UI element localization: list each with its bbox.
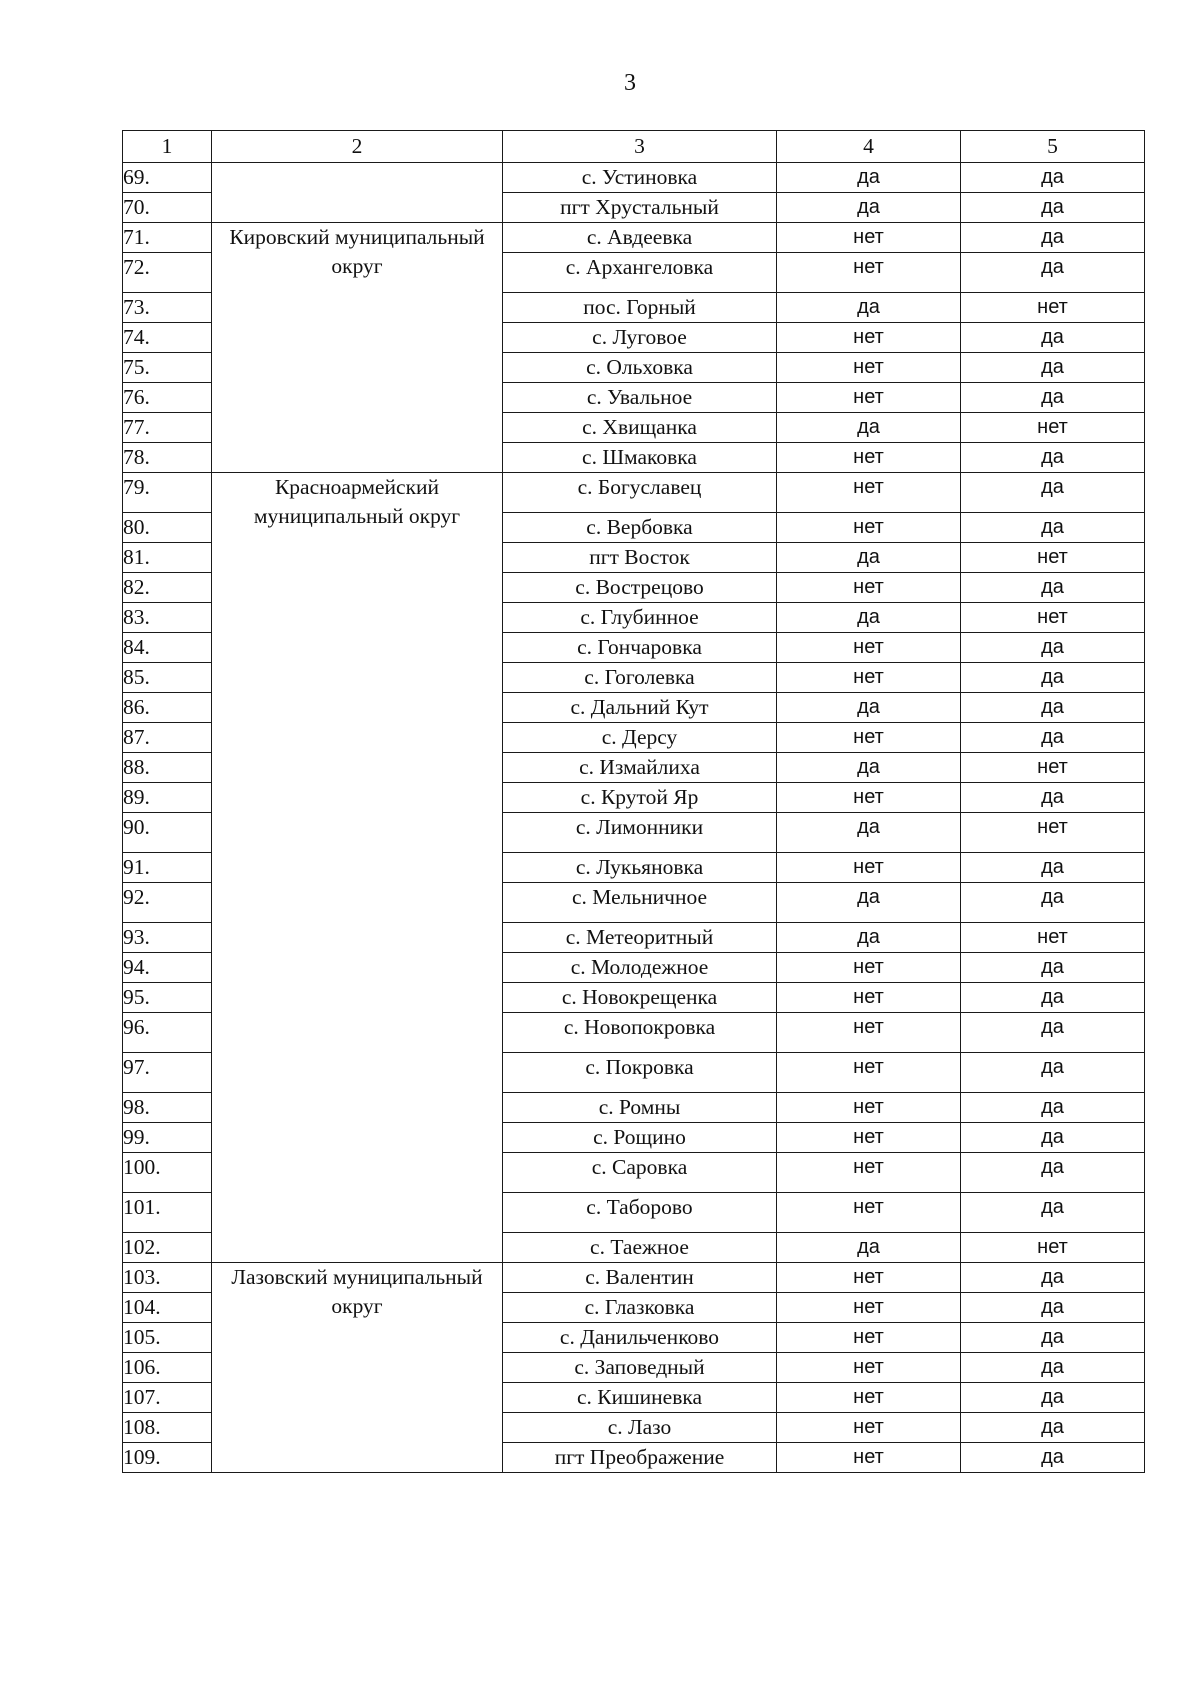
- table-header: [123, 131, 1145, 163]
- table-row: [123, 1263, 1145, 1293]
- row-number-cell: 100.: [123, 1153, 212, 1193]
- settlement-cell: с. Новопокровка: [503, 1013, 777, 1053]
- settlement-cell: с. Таборово: [503, 1193, 777, 1233]
- settlement-cell: с. Лазо: [503, 1413, 777, 1443]
- settlement-cell: с. Данильченково: [503, 1323, 777, 1353]
- column-4-value-cell: да: [777, 923, 961, 953]
- column-4-value-cell: да: [777, 813, 961, 853]
- settlement-cell: с. Ромны: [503, 1093, 777, 1123]
- settlements-table: [122, 130, 1145, 1473]
- column-5-value-cell: да: [961, 1093, 1145, 1123]
- settlement-cell: с. Лимонники: [503, 813, 777, 853]
- row-number-cell: 102.: [123, 1233, 212, 1263]
- row-number-cell: 94.: [123, 953, 212, 983]
- column-5-value-cell: да: [961, 1153, 1145, 1193]
- column-5-value-cell: нет: [961, 923, 1145, 953]
- settlement-cell: с. Новокрещенка: [503, 983, 777, 1013]
- row-number-cell: 83.: [123, 603, 212, 633]
- table-row: [123, 473, 1145, 513]
- row-number-cell: 79.: [123, 473, 212, 513]
- row-number-cell: 96.: [123, 1013, 212, 1053]
- column-4-value-cell: да: [777, 163, 961, 193]
- settlement-cell: с. Глазковка: [503, 1293, 777, 1323]
- column-4-value-cell: нет: [777, 223, 961, 253]
- settlement-cell: с. Богуславец: [503, 473, 777, 513]
- row-number-cell: 98.: [123, 1093, 212, 1123]
- settlement-cell: пос. Горный: [503, 293, 777, 323]
- column-5-value-cell: да: [961, 1123, 1145, 1153]
- column-header-2: 2: [212, 131, 503, 163]
- row-number-cell: 104.: [123, 1293, 212, 1323]
- column-4-value-cell: нет: [777, 443, 961, 473]
- row-number-cell: 101.: [123, 1193, 212, 1233]
- column-5-value-cell: да: [961, 663, 1145, 693]
- column-4-value-cell: нет: [777, 573, 961, 603]
- row-number-cell: 75.: [123, 353, 212, 383]
- column-5-value-cell: да: [961, 1293, 1145, 1323]
- column-5-value-cell: да: [961, 323, 1145, 353]
- row-number-cell: 78.: [123, 443, 212, 473]
- column-5-value-cell: да: [961, 693, 1145, 723]
- column-5-value-cell: да: [961, 223, 1145, 253]
- settlement-cell: с. Гоголевка: [503, 663, 777, 693]
- row-number-cell: 108.: [123, 1413, 212, 1443]
- column-4-value-cell: нет: [777, 1443, 961, 1473]
- column-5-value-cell: нет: [961, 543, 1145, 573]
- row-number-cell: 80.: [123, 513, 212, 543]
- row-number-cell: 82.: [123, 573, 212, 603]
- column-5-value-cell: да: [961, 193, 1145, 223]
- column-5-value-cell: да: [961, 1053, 1145, 1093]
- row-number-cell: 93.: [123, 923, 212, 953]
- row-number-cell: 74.: [123, 323, 212, 353]
- settlement-cell: с. Ольховка: [503, 353, 777, 383]
- district-cell: Лазовский муниципальный округ: [212, 1263, 503, 1473]
- row-number-cell: 106.: [123, 1353, 212, 1383]
- row-number-cell: 90.: [123, 813, 212, 853]
- settlement-cell: с. Молодежное: [503, 953, 777, 983]
- column-4-value-cell: нет: [777, 383, 961, 413]
- settlement-cell: пгт Хрустальный: [503, 193, 777, 223]
- column-5-value-cell: да: [961, 1193, 1145, 1233]
- column-4-value-cell: нет: [777, 633, 961, 663]
- column-header-4: 4: [777, 131, 961, 163]
- settlement-cell: с. Устиновка: [503, 163, 777, 193]
- column-5-value-cell: да: [961, 253, 1145, 293]
- row-number-cell: 76.: [123, 383, 212, 413]
- column-4-value-cell: нет: [777, 1323, 961, 1353]
- row-number-cell: 84.: [123, 633, 212, 663]
- settlement-cell: с. Мельничное: [503, 883, 777, 923]
- column-header-1: 1: [123, 131, 212, 163]
- column-4-value-cell: нет: [777, 1263, 961, 1293]
- settlement-cell: с. Заповедный: [503, 1353, 777, 1383]
- settlement-cell: с. Кишиневка: [503, 1383, 777, 1413]
- column-4-value-cell: да: [777, 193, 961, 223]
- column-5-value-cell: да: [961, 633, 1145, 663]
- row-number-cell: 103.: [123, 1263, 212, 1293]
- column-5-value-cell: да: [961, 723, 1145, 753]
- settlement-cell: с. Архангеловка: [503, 253, 777, 293]
- column-4-value-cell: нет: [777, 853, 961, 883]
- column-4-value-cell: нет: [777, 1093, 961, 1123]
- settlement-cell: с. Таежное: [503, 1233, 777, 1263]
- row-number-cell: 86.: [123, 693, 212, 723]
- table-row: [123, 163, 1145, 193]
- column-5-value-cell: да: [961, 473, 1145, 513]
- settlement-cell: с. Саровка: [503, 1153, 777, 1193]
- column-5-value-cell: да: [961, 1263, 1145, 1293]
- district-cell: Кировский муниципальный округ: [212, 223, 503, 473]
- column-5-value-cell: да: [961, 573, 1145, 603]
- column-4-value-cell: нет: [777, 783, 961, 813]
- settlement-cell: с. Дальний Кут: [503, 693, 777, 723]
- row-number-cell: 97.: [123, 1053, 212, 1093]
- column-5-value-cell: да: [961, 1413, 1145, 1443]
- column-5-value-cell: да: [961, 513, 1145, 543]
- column-5-value-cell: да: [961, 1013, 1145, 1053]
- column-4-value-cell: нет: [777, 663, 961, 693]
- settlement-cell: с. Рощино: [503, 1123, 777, 1153]
- settlement-cell: с. Увальное: [503, 383, 777, 413]
- column-4-value-cell: нет: [777, 1383, 961, 1413]
- column-5-value-cell: да: [961, 443, 1145, 473]
- row-number-cell: 87.: [123, 723, 212, 753]
- settlement-cell: с. Валентин: [503, 1263, 777, 1293]
- column-5-value-cell: да: [961, 783, 1145, 813]
- settlement-cell: с. Дерсу: [503, 723, 777, 753]
- column-4-value-cell: нет: [777, 473, 961, 513]
- settlement-cell: с. Шмаковка: [503, 443, 777, 473]
- column-5-value-cell: да: [961, 163, 1145, 193]
- settlement-cell: с. Метеоритный: [503, 923, 777, 953]
- row-number-cell: 85.: [123, 663, 212, 693]
- row-number-cell: 89.: [123, 783, 212, 813]
- column-4-value-cell: да: [777, 603, 961, 633]
- row-number-cell: 73.: [123, 293, 212, 323]
- column-4-value-cell: нет: [777, 1293, 961, 1323]
- column-4-value-cell: да: [777, 753, 961, 783]
- column-4-value-cell: нет: [777, 1353, 961, 1383]
- settlement-cell: с. Луговое: [503, 323, 777, 353]
- row-number-cell: 107.: [123, 1383, 212, 1413]
- settlement-cell: с. Вербовка: [503, 513, 777, 543]
- settlement-cell: с. Вострецово: [503, 573, 777, 603]
- row-number-cell: 72.: [123, 253, 212, 293]
- column-5-value-cell: нет: [961, 753, 1145, 783]
- column-5-value-cell: да: [961, 1383, 1145, 1413]
- row-number-cell: 92.: [123, 883, 212, 923]
- settlement-cell: пгт Восток: [503, 543, 777, 573]
- district-cell: [212, 163, 503, 223]
- column-5-value-cell: нет: [961, 293, 1145, 323]
- column-5-value-cell: нет: [961, 1233, 1145, 1263]
- column-4-value-cell: да: [777, 293, 961, 323]
- row-number-cell: 99.: [123, 1123, 212, 1153]
- settlement-cell: с. Гончаровка: [503, 633, 777, 663]
- column-4-value-cell: да: [777, 693, 961, 723]
- column-4-value-cell: нет: [777, 723, 961, 753]
- column-4-value-cell: да: [777, 413, 961, 443]
- row-number-cell: 77.: [123, 413, 212, 443]
- column-5-value-cell: да: [961, 1323, 1145, 1353]
- column-4-value-cell: нет: [777, 953, 961, 983]
- row-number-cell: 81.: [123, 543, 212, 573]
- settlement-cell: с. Покровка: [503, 1053, 777, 1093]
- column-4-value-cell: нет: [777, 1053, 961, 1093]
- column-4-value-cell: нет: [777, 323, 961, 353]
- settlement-cell: с. Крутой Яр: [503, 783, 777, 813]
- settlement-cell: пгт Преображение: [503, 1443, 777, 1473]
- column-5-value-cell: да: [961, 1353, 1145, 1383]
- row-number-cell: 71.: [123, 223, 212, 253]
- column-5-value-cell: да: [961, 853, 1145, 883]
- header-row: [123, 131, 1145, 163]
- column-header-5: 5: [961, 131, 1145, 163]
- column-4-value-cell: нет: [777, 513, 961, 543]
- settlement-cell: с. Измайлиха: [503, 753, 777, 783]
- settlement-cell: с. Хвищанка: [503, 413, 777, 443]
- column-4-value-cell: нет: [777, 353, 961, 383]
- column-5-value-cell: нет: [961, 413, 1145, 443]
- row-number-cell: 95.: [123, 983, 212, 1013]
- row-number-cell: 109.: [123, 1443, 212, 1473]
- district-cell: Красноармейский муниципальный округ: [212, 473, 503, 1263]
- column-4-value-cell: нет: [777, 1123, 961, 1153]
- column-5-value-cell: да: [961, 883, 1145, 923]
- column-header-3: 3: [503, 131, 777, 163]
- page-number: 3: [624, 70, 636, 96]
- column-5-value-cell: да: [961, 353, 1145, 383]
- column-4-value-cell: да: [777, 1233, 961, 1263]
- row-number-cell: 105.: [123, 1323, 212, 1353]
- column-4-value-cell: нет: [777, 983, 961, 1013]
- column-4-value-cell: нет: [777, 1413, 961, 1443]
- row-number-cell: 91.: [123, 853, 212, 883]
- column-4-value-cell: да: [777, 883, 961, 923]
- table-body: [123, 163, 1145, 1473]
- column-5-value-cell: да: [961, 383, 1145, 413]
- column-4-value-cell: да: [777, 543, 961, 573]
- settlement-cell: с. Лукьяновка: [503, 853, 777, 883]
- column-4-value-cell: нет: [777, 1193, 961, 1233]
- settlement-cell: с. Авдеевка: [503, 223, 777, 253]
- column-4-value-cell: нет: [777, 1013, 961, 1053]
- column-5-value-cell: да: [961, 953, 1145, 983]
- row-number-cell: 88.: [123, 753, 212, 783]
- column-5-value-cell: нет: [961, 603, 1145, 633]
- row-number-cell: 70.: [123, 193, 212, 223]
- column-4-value-cell: нет: [777, 253, 961, 293]
- column-5-value-cell: да: [961, 1443, 1145, 1473]
- column-4-value-cell: нет: [777, 1153, 961, 1193]
- row-number-cell: 69.: [123, 163, 212, 193]
- column-5-value-cell: да: [961, 983, 1145, 1013]
- settlement-cell: с. Глубинное: [503, 603, 777, 633]
- table-row: [123, 223, 1145, 253]
- column-5-value-cell: нет: [961, 813, 1145, 853]
